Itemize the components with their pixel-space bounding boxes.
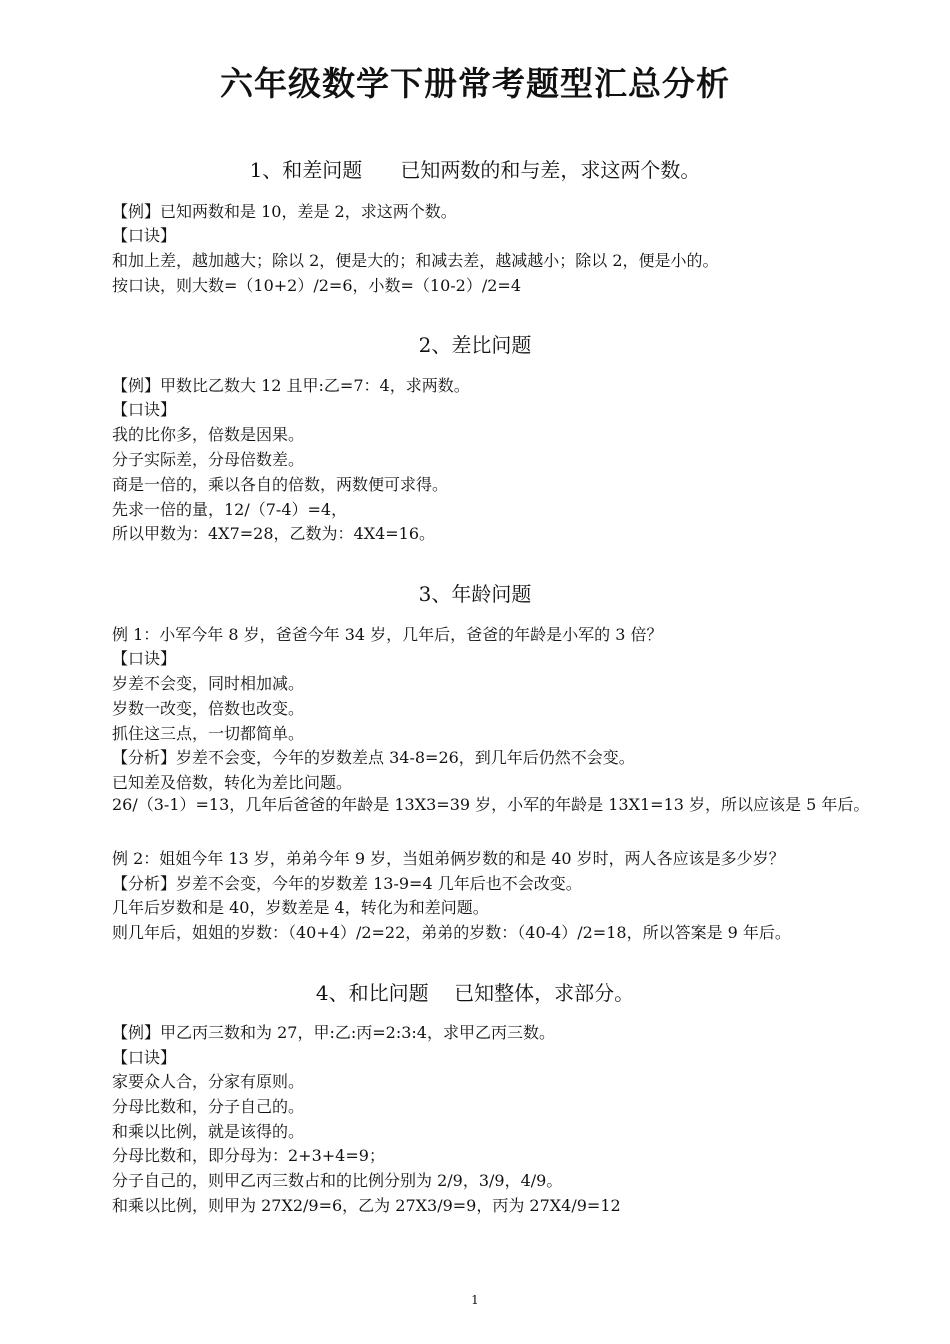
section-3-heading: 3、年龄问题 xyxy=(418,582,532,606)
section-4-line: 家要众人合，分家有原则。 xyxy=(112,1072,305,1091)
section-2-line: 先求一倍的量，12/（7-4）=4， xyxy=(112,500,348,519)
section-3-analysis-1: 【分析】岁差不会变，今年的岁数差点 34-8=26，到几年后仍然不会变。 xyxy=(112,748,635,767)
section-4-rhyme-label: 【口诀】 xyxy=(112,1048,177,1067)
section-3-line: 几年后岁数和是 40，岁数差是 4，转化为和差问题。 xyxy=(112,898,489,917)
section-3-rhyme-label: 【口诀】 xyxy=(112,649,177,668)
section-2-rhyme-label: 【口诀】 xyxy=(112,400,177,419)
section-2-line: 所以甲数为：4X7=28，乙数为：4X4=16。 xyxy=(112,524,436,543)
section-2-line: 商是一倍的，乘以各自的倍数，两数便可求得。 xyxy=(112,475,449,494)
section-1-rhyme: 和加上差，越加越大；除以 2，便是大的；和减去差，越减越小；除以 2，便是小的。 xyxy=(112,251,719,270)
page-number: 1 xyxy=(471,1293,479,1307)
section-3-example-2: 例 2：姐姐今年 13 岁，弟弟今年 9 岁，当姐弟俩岁数的和是 40 岁时，两人各应该是多少岁？ xyxy=(112,849,785,868)
section-4-line: 和乘以比例，就是该得的。 xyxy=(112,1122,305,1141)
section-3-analysis-2: 【分析】岁差不会变，今年的岁数差 13-9=4 几年后也不会改变。 xyxy=(112,874,582,893)
section-4-line: 分子自己的，则甲乙丙三数占和的比例分别为 2/9，3/9，4/9。 xyxy=(112,1171,563,1190)
section-3-example-1: 例 1：小军今年 8 岁，爸爸今年 34 岁，几年后，爸爸的年龄是小军的 3 倍？ xyxy=(112,625,663,644)
section-3-line: 已知差及倍数，转化为差比问题。 xyxy=(112,773,353,792)
section-2-heading: 2、差比问题 xyxy=(418,333,532,357)
section-2-line: 分子实际差，分母倍数差。 xyxy=(112,450,305,469)
section-1-solution: 按口诀，则大数=（10+2）/2=6，小数=（10-2）/2=4 xyxy=(112,276,522,295)
section-4-example: 【例】甲乙丙三数和为 27，甲:乙:丙=2:3:4，求甲乙丙三数。 xyxy=(112,1023,555,1042)
section-4-heading: 4、和比问题 已知整体，求部分。 xyxy=(315,981,635,1005)
section-1-heading: 1、和差问题 已知两数的和与差，求这两个数。 xyxy=(249,158,701,182)
section-1-example: 【例】已知两数和是 10，差是 2，求这两个数。 xyxy=(112,202,457,221)
section-3-line: 岁差不会变，同时相加减。 xyxy=(112,674,305,693)
section-4-line: 分母比数和，即分母为：2+3+4=9； xyxy=(112,1146,385,1165)
section-3-line: 抓住这三点，一切都简单。 xyxy=(112,724,305,743)
section-3-answer: 则几年后，姐姐的岁数：（40+4）/2=22，弟弟的岁数：（40-4）/2=18，所以答案是 9 年后。 xyxy=(112,923,791,942)
section-4-line: 分母比数和，分子自己的。 xyxy=(112,1097,305,1116)
page-title: 六年级数学下册常考题型汇总分析 xyxy=(220,64,730,103)
section-1-rhyme-label: 【口诀】 xyxy=(112,226,177,245)
section-3-solution-paragraph: 26/（3-1）=13，几年后爸爸的年龄是 13X3=39 岁，小军的年龄是 13X1=13 岁，所以应该是 5 年后。 xyxy=(112,795,870,814)
section-2-line: 我的比你多，倍数是因果。 xyxy=(112,425,305,444)
section-4-line: 和乘以比例，则甲为 27X2/9=6，乙为 27X3/9=9，丙为 27X4/9=12 xyxy=(112,1196,621,1215)
section-3-line: 岁数一改变，倍数也改变。 xyxy=(112,699,305,718)
section-2-example: 【例】甲数比乙数大 12 且甲:乙=7：4，求两数。 xyxy=(112,376,470,395)
